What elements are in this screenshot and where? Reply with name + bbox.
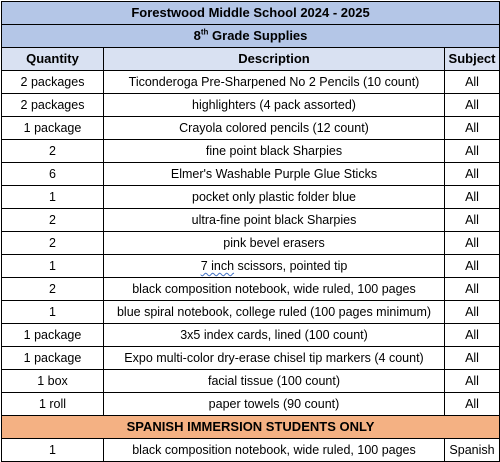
table-row — [2, 209, 500, 232]
quantity-cell: 6 — [2, 163, 104, 186]
grade-title — [2, 25, 500, 48]
description-cell: black composition notebook, wide ruled, 100 pages — [104, 278, 445, 301]
quantity-cell: 1 package — [2, 117, 104, 140]
description-cell — [104, 255, 445, 278]
quantity-cell: 1 roll — [2, 393, 104, 416]
subject-cell: All — [445, 163, 500, 186]
table-row — [2, 255, 500, 278]
subject-cell: All — [445, 301, 500, 324]
quantity-cell: 2 — [2, 140, 104, 163]
table-row — [2, 393, 500, 416]
table-row — [2, 232, 500, 255]
description-cell: paper towels (90 count) — [104, 393, 445, 416]
description-cell: Elmer's Washable Purple Glue Sticks — [104, 163, 445, 186]
subject-cell: All — [445, 209, 500, 232]
description-cell: Ticonderoga Pre-Sharpened No 2 Pencils (10 count) — [104, 71, 445, 94]
quantity-cell: 2 — [2, 232, 104, 255]
description-cell: black composition notebook, wide ruled, 100 pages — [104, 439, 445, 462]
quantity-cell: 2 — [2, 209, 104, 232]
table-row — [2, 94, 500, 117]
description-column-header: Description — [104, 48, 445, 71]
quantity-cell: 1 — [2, 255, 104, 278]
subject-cell: All — [445, 370, 500, 393]
table-row — [2, 186, 500, 209]
description-cell: ultra-fine point black Sharpies — [104, 209, 445, 232]
grade-title-row — [2, 25, 500, 48]
subject-cell: All — [445, 117, 500, 140]
subject-cell: All — [445, 94, 500, 117]
table-row — [2, 347, 500, 370]
table-row — [2, 163, 500, 186]
description-cell: Expo multi-color dry-erase chisel tip markers (4 count) — [104, 347, 445, 370]
school-title-row — [2, 2, 500, 25]
quantity-cell: 2 — [2, 278, 104, 301]
supply-list-table — [1, 1, 500, 462]
description-cell: pocket only plastic folder blue — [104, 186, 445, 209]
subject-cell: All — [445, 232, 500, 255]
grade-number: 8 — [193, 28, 201, 43]
table-row — [2, 301, 500, 324]
description-cell: fine point black Sharpies — [104, 140, 445, 163]
subject-cell: All — [445, 71, 500, 94]
quantity-column-header: Quantity — [2, 48, 104, 71]
subject-cell: All — [445, 347, 500, 370]
quantity-cell: 1 — [2, 186, 104, 209]
table-row — [2, 117, 500, 140]
subject-cell: All — [445, 324, 500, 347]
description-cell: highlighters (4 pack assorted) — [104, 94, 445, 117]
subject-cell: All — [445, 140, 500, 163]
quantity-cell: 1 — [2, 439, 104, 462]
quantity-cell: 1 package — [2, 324, 104, 347]
subject-cell: All — [445, 393, 500, 416]
spanish-section-heading: SPANISH IMMERSION STUDENTS ONLY — [2, 416, 500, 439]
table-row — [2, 140, 500, 163]
quantity-cell: 1 box — [2, 370, 104, 393]
quantity-cell: 1 — [2, 301, 104, 324]
description-cell: facial tissue (100 count) — [104, 370, 445, 393]
subject-cell: All — [445, 255, 500, 278]
table-row — [2, 324, 500, 347]
quantity-cell: 2 packages — [2, 94, 104, 117]
spellcheck-marked-text: 7 inch — [200, 259, 235, 273]
quantity-cell: 1 package — [2, 347, 104, 370]
table-row — [2, 278, 500, 301]
table-row — [2, 71, 500, 94]
description-cell: 3x5 index cards, lined (100 count) — [104, 324, 445, 347]
subject-cell: Spanish — [445, 439, 500, 462]
column-header-row — [2, 48, 500, 71]
subject-cell: All — [445, 186, 500, 209]
spanish-section-heading-row — [2, 416, 500, 439]
quantity-cell: 2 packages — [2, 71, 104, 94]
description-cell: blue spiral notebook, college ruled (100 pages minimum) — [104, 301, 445, 324]
school-title: Forestwood Middle School 2024 - 2025 — [2, 2, 500, 25]
subject-column-header: Subject — [445, 48, 500, 71]
description-text: scissors, pointed tip — [234, 259, 348, 273]
table-row — [2, 439, 500, 462]
grade-title-rest: Grade Supplies — [208, 28, 308, 43]
description-cell: Crayola colored pencils (12 count) — [104, 117, 445, 140]
description-cell: pink bevel erasers — [104, 232, 445, 255]
subject-cell: All — [445, 278, 500, 301]
grade-suffix: th — [200, 27, 209, 37]
table-row — [2, 370, 500, 393]
